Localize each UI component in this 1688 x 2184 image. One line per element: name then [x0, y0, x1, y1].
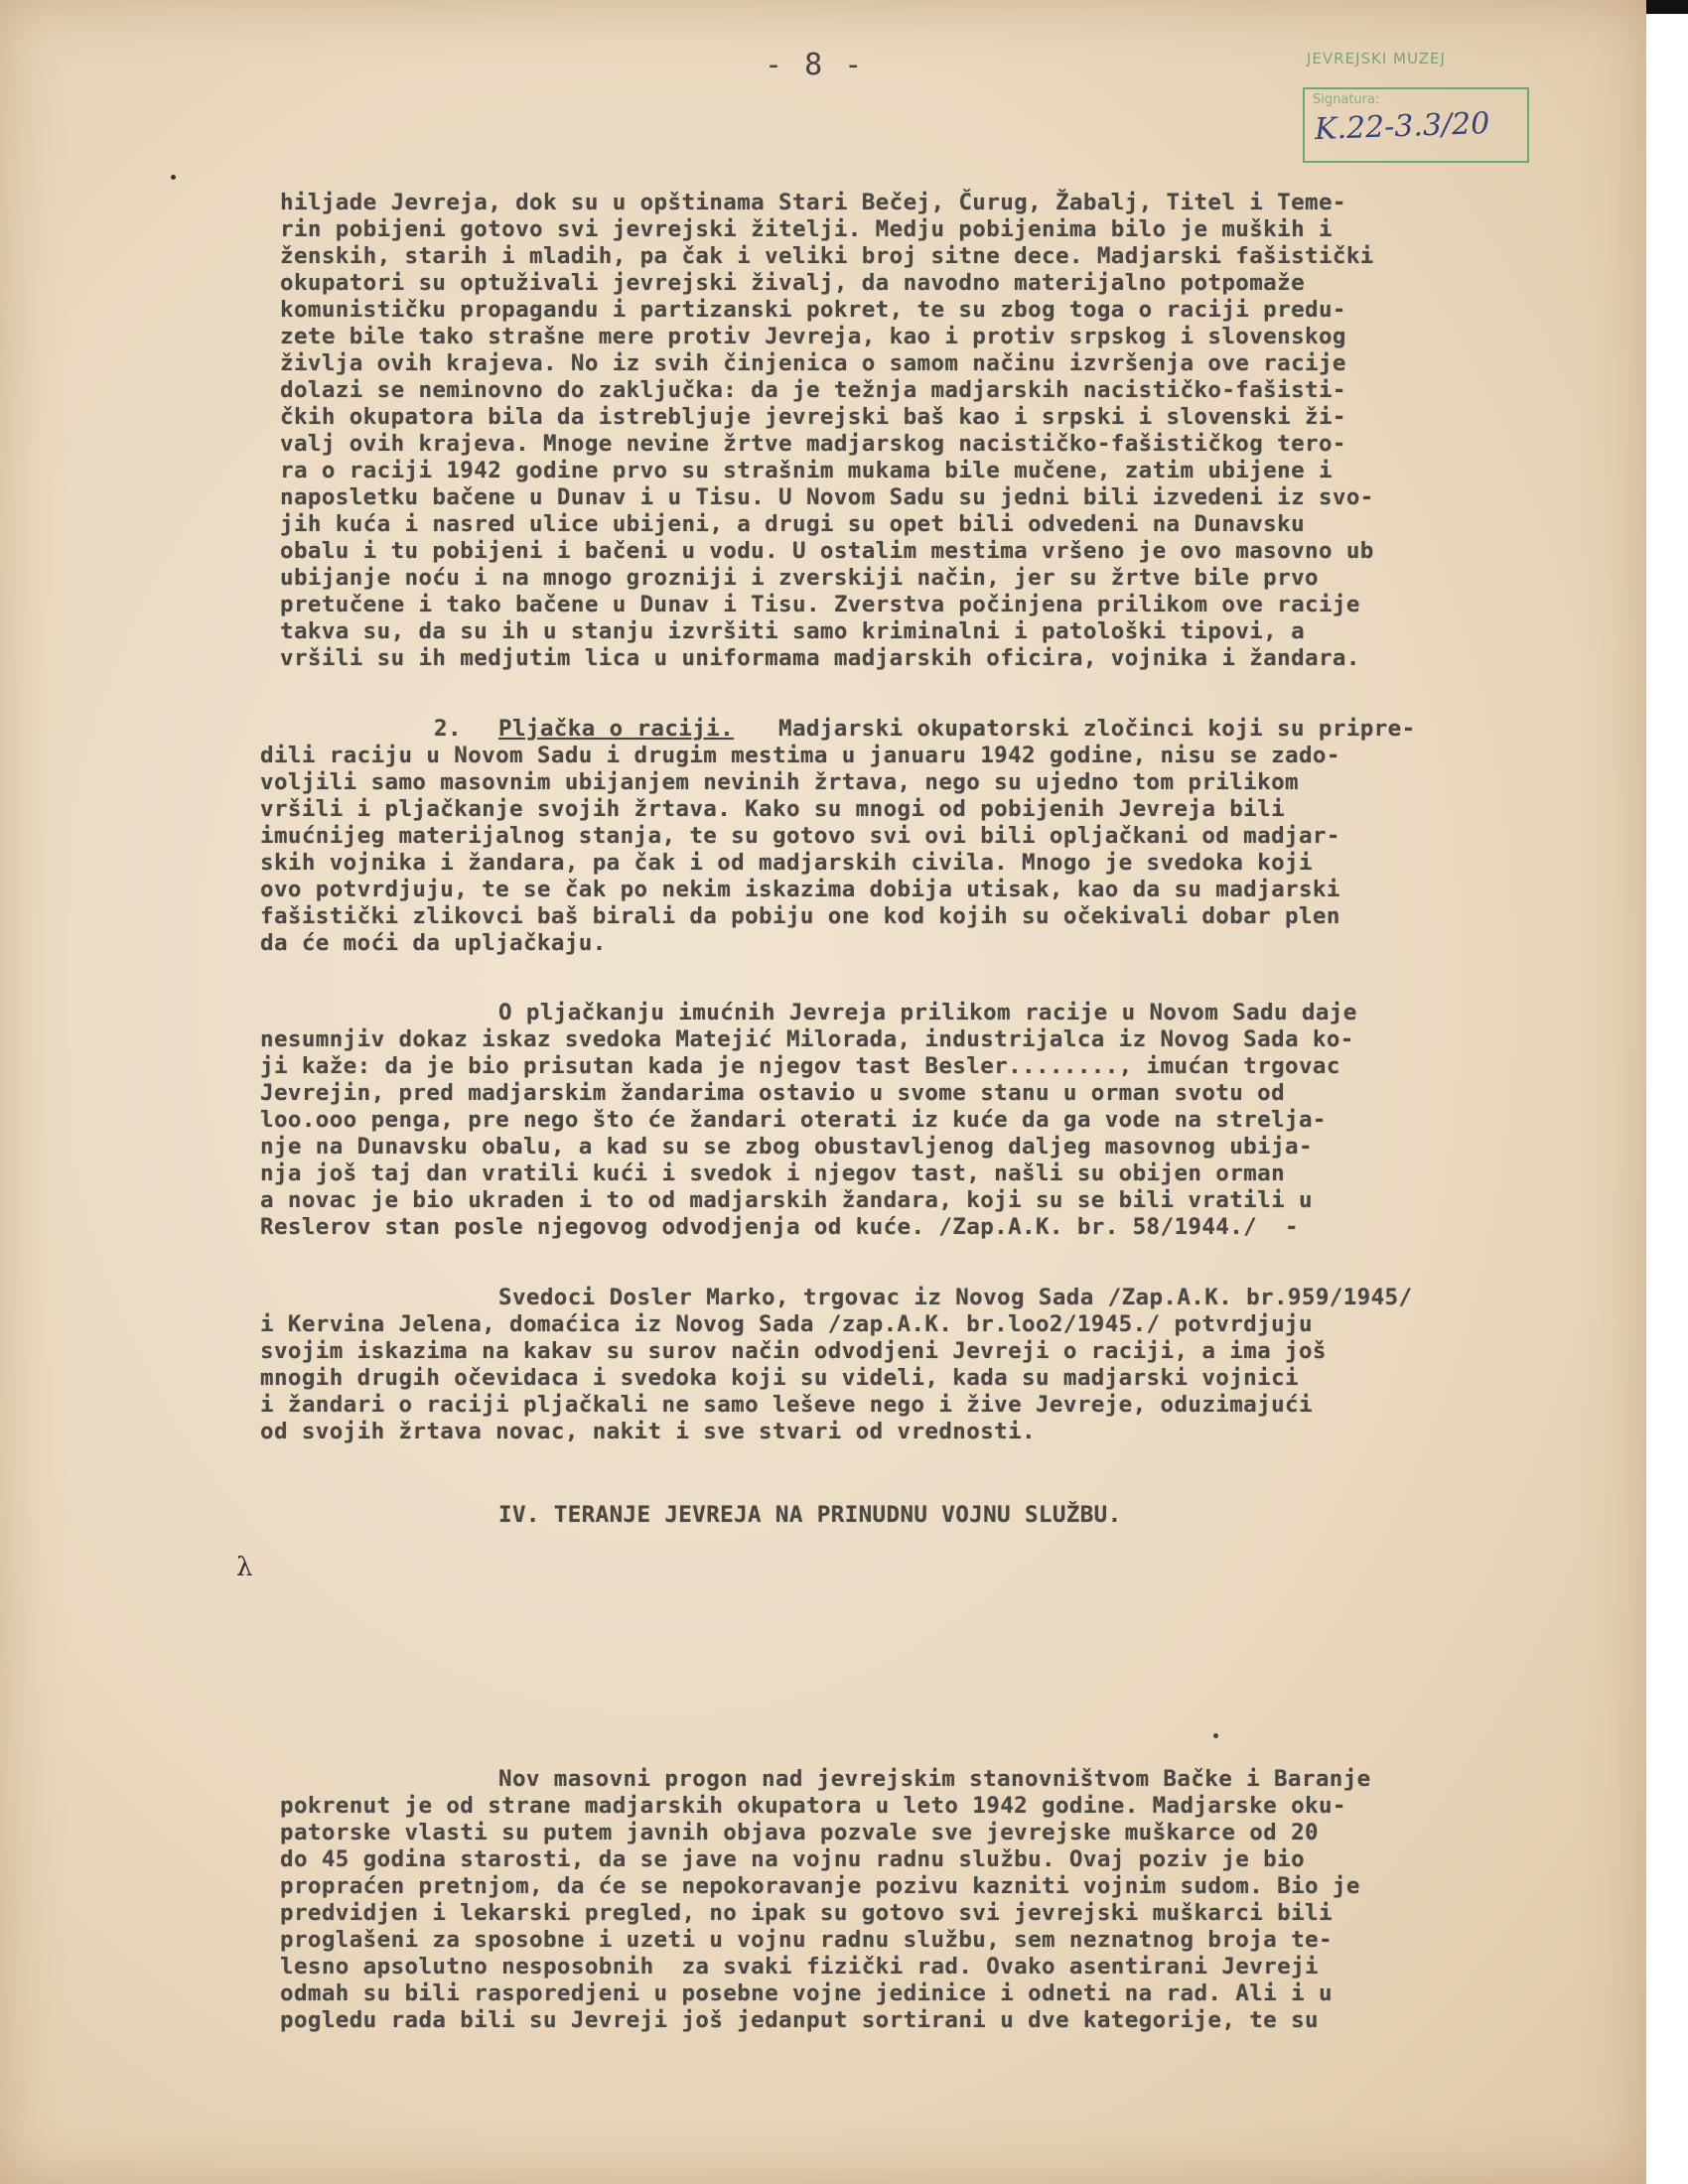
text-line: odmah su bili rasporedjeni u posebne vojne jedinice i odneti na rad. Ali i u	[280, 1980, 1333, 2006]
text-line: vršili i pljačkanje svojih žrtava. Kako su mnogi od pobijenih Jevreja bili	[260, 796, 1286, 822]
text-line: ovo potvrdjuju, te se čak po nekim iskazima dobija utisak, kao da su madjarski	[260, 877, 1340, 902]
text-line: jih kuća i nasred ulice ubijeni, a drugi su opet bili odvedeni na Dunavsku	[280, 511, 1306, 537]
scan-edge	[1646, 0, 1688, 14]
text-line: O pljačkanju imućnih Jevreja prilikom racije u Novom Sadu daje	[498, 1000, 1357, 1025]
stamp-box	[1303, 87, 1529, 163]
text-line: Madjarski okupatorski zločinci koji su pripre-	[778, 716, 1416, 742]
text-line: pretučene i tako bačene u Dunav i Tisu. Zverstva počinjena prilikom ove racije	[280, 592, 1360, 617]
stamp-label: Signatura:	[1313, 92, 1380, 107]
text-line: proglašeni za sposobne i uzeti u vojnu radnu službu, sem neznatnog broja te-	[280, 1927, 1333, 1953]
section-iv-heading: IV. TERANJE JEVREJA NA PRINUDNU VOJNU SLUŽBU.	[498, 1502, 1122, 1528]
text-line: ji kaže: da je bio prisutan kada je njegov tast Besler........, imućan trgovac	[260, 1053, 1340, 1079]
text-line: valj ovih krajeva. Mnoge nevine žrtve madjarskog nacističko-fašističkog tero-	[280, 431, 1346, 457]
text-line: okupatori su optuživali jevrejski živalj, da navodno materijalno potpomaže	[280, 270, 1306, 296]
text-line: lesno apsolutno nesposobnih za svaki fizički rad. Ovako asentirani Jevreji	[280, 1954, 1319, 1979]
bullet-mark	[1213, 1733, 1218, 1738]
dot-mark	[171, 175, 176, 180]
handwritten-signature: K.22-3.3/20	[1314, 105, 1490, 148]
section-number: 2.	[434, 716, 462, 742]
text-line: a novac je bio ukraden i to od madjarskih žandara, koji su se bili vratili u	[260, 1187, 1313, 1213]
text-line: obalu i tu pobijeni i bačeni u vodu. U ostalim mestima vršeno je ovo masovno ub	[280, 538, 1374, 564]
museum-stamp	[1303, 50, 1531, 159]
text-line: naposletku bačene u Dunav i u Tisu. U Novom Sadu su jedni bili izvedeni iz svo-	[280, 484, 1374, 510]
text-line: voljili samo masovnim ubijanjem nevinih žrtava, nego su ujedno tom prilikom	[260, 769, 1299, 795]
text-line: da će moći da upljačkaju.	[260, 930, 607, 956]
text-line: fašistički zlikovci baš birali da pobiju one kod kojih su očekivali dobar plen	[260, 903, 1340, 929]
text-line: dolazi se neminovno do zaključka: da je težnja madjarskih nacističko-fašisti-	[280, 377, 1346, 403]
text-line: vršili su ih medjutim lica u uniformama madjarskih oficira, vojnika i žandara.	[280, 645, 1360, 671]
text-line: Nov masovni progon nad jevrejskim stanovništvom Bačke i Baranje	[498, 1766, 1371, 1792]
text-line: pogledu rada bili su Jevreji još jedanput sortirani u dve kategorije, te su	[280, 2007, 1319, 2033]
text-line: i žandari o raciji pljačkali ne samo leševe nego i žive Jevreje, oduzimajući	[260, 1392, 1313, 1418]
text-line: loo.ooo penga, pre nego što će žandari oterati iz kuće da ga vode na strelja-	[260, 1107, 1327, 1133]
text-line: ra o raciji 1942 godine prvo su strašnim mukama bile mučene, zatim ubijene i	[280, 458, 1333, 483]
text-line: predvidjen i lekarski pregled, no ipak su gotovo svi jevrejski muškarci bili	[280, 1900, 1333, 1926]
text-line: življa ovih krajeva. No iz svih činjenica o samom načinu izvršenja ove racije	[280, 350, 1346, 376]
text-line: propraćen pretnjom, da će se nepokoravanje pozivu kazniti vojnim sudom. Bio je	[280, 1873, 1360, 1899]
text-line: mnogih drugih očevidaca i svedoka koji su videli, kada su madjarski vojnici	[260, 1365, 1299, 1391]
text-line: čkih okupatora bila da istrebljuje jevrejski baš kao i srpski i slovenski ži-	[280, 404, 1346, 430]
text-line: nje na Dunavsku obalu, a kad su se zbog obustavljenog daljeg masovnog ubija-	[260, 1134, 1313, 1160]
text-line: ubijanje noću i na mnogo grozniji i zverskiji način, jer su žrtve bile prvo	[280, 565, 1319, 591]
text-line: svojim iskazima na kakav su surov način odvodjeni Jevreji o raciji, a ima još	[260, 1338, 1327, 1364]
text-line: i Kervina Jelena, domaćica iz Novog Sada /zap.A.K. br.loo2/1945./ potvrdjuju	[260, 1311, 1313, 1337]
text-line: nja još taj dan vratili kući i svedok i njegov tast, našli su obijen orman	[260, 1160, 1286, 1186]
section-heading: Pljačka o raciji.	[498, 716, 735, 742]
page-number: - 8 -	[765, 48, 865, 82]
text-line: pokrenut je od strane madjarskih okupatora u leto 1942 godine. Madjarske oku-	[280, 1793, 1346, 1819]
text-line: imućnijeg materijalnog stanja, te su gotovo svi ovi bili opljačkani od madjar-	[260, 823, 1340, 849]
margin-mark: λ	[236, 1553, 253, 1582]
text-line: nesumnjiv dokaz iskaz svedoka Matejić Milorada, industrijalca iz Novog Sada ko-	[260, 1026, 1354, 1052]
text-line: Jevrejin, pred madjarskim žandarima ostavio u svome stanu u orman svotu od	[260, 1080, 1286, 1106]
text-line: od svojih žrtava novac, nakit i sve stvari od vrednosti.	[260, 1419, 1036, 1444]
text-line: ženskih, starih i mladih, pa čak i veliki broj sitne dece. Madjarski fašistički	[280, 243, 1374, 269]
text-line: zete bile tako strašne mere protiv Jevreja, kao i protiv srpskog i slovenskog	[280, 324, 1346, 349]
text-line: takva su, da su ih u stanju izvršiti samo kriminalni i patološki tipovi, a	[280, 618, 1306, 644]
text-line: patorske vlasti su putem javnih objava pozvale sve jevrejske muškarce od 20	[280, 1820, 1319, 1845]
stamp-title: JEVREJSKI MUZEJ	[1307, 50, 1446, 68]
text-line: hiljade Jevreja, dok su u opštinama Stari Bečej, Čurug, Žabalj, Titel i Teme-	[280, 190, 1346, 215]
text-line: rin pobijeni gotovo svi jevrejski žitelji. Medju pobijenima bilo je muških i	[280, 216, 1333, 242]
text-line: Svedoci Dosler Marko, trgovac iz Novog Sada /Zap.A.K. br.959/1945/	[498, 1285, 1413, 1310]
text-line: do 45 godina starosti, da se jave na vojnu radnu službu. Ovaj poziv je bio	[280, 1846, 1306, 1872]
text-line: skih vojnika i žandara, pa čak i od madjarskih civila. Mnogo je svedoka koji	[260, 850, 1313, 876]
text-line: komunističku propagandu i partizanski pokret, te su zbog toga o raciji predu-	[280, 297, 1346, 323]
scan-margin	[1646, 0, 1688, 2184]
text-line: dili raciju u Novom Sadu i drugim mestima u januaru 1942 godine, nisu se zado-	[260, 743, 1340, 768]
text-line: Reslerov stan posle njegovog odvodjenja od kuće. /Zap.A.K. br. 58/1944./ -	[260, 1214, 1299, 1240]
